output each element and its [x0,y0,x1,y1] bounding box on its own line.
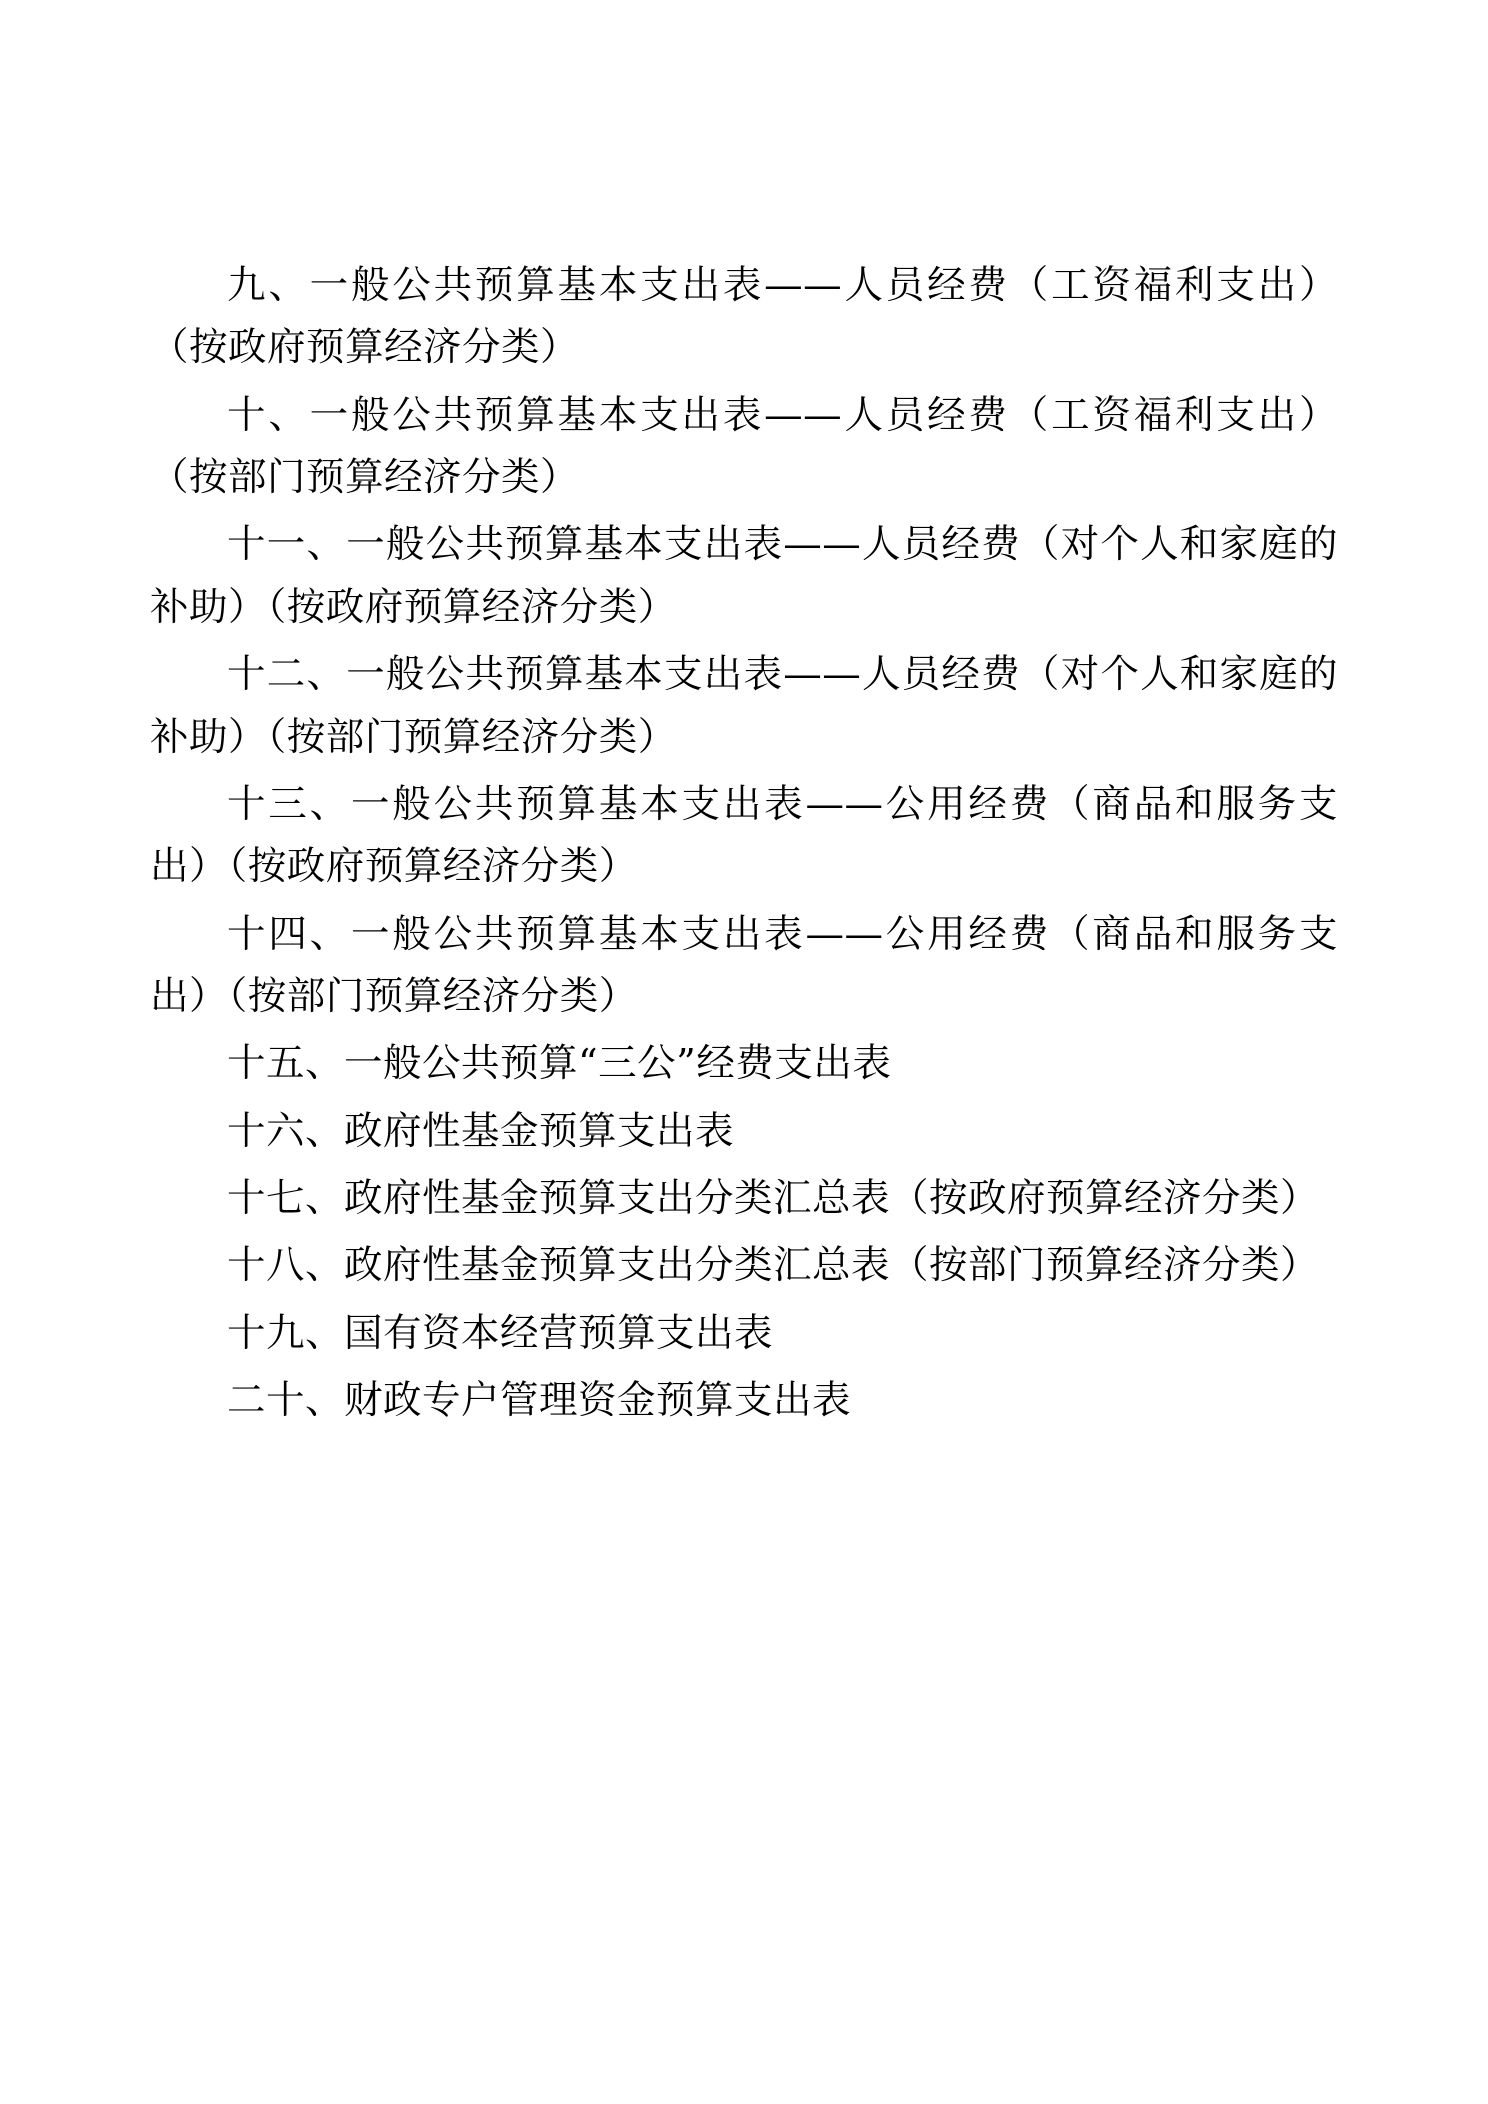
list-item: 九、一般公共预算基本支出表——人员经费（工资福利支出）（按政府预算经济分类） [150,263,1338,371]
list-item: 十二、一般公共预算基本支出表——人员经费（对个人和家庭的补助）（按部门预算经济分类） [150,652,1338,760]
list-item: 十五、一般公共预算“三公”经费支出表 [227,1041,892,1087]
list-item: 十九、国有资本经营预算支出表 [227,1310,774,1356]
list-item: 十六、政府性基金预算支出表 [227,1108,735,1154]
list-item: 十四、一般公共预算基本支出表——公用经费（商品和服务支出）（按部门预算经济分类） [150,911,1338,1019]
list-item: 十、一般公共预算基本支出表——人员经费（工资福利支出）（按部门预算经济分类） [150,392,1338,501]
list-item: 十一、一般公共预算基本支出表——人员经费（对个人和家庭的补助）（按政府预算经济分类） [150,522,1338,630]
list-item: 十三、一般公共预算基本支出表——公用经费（商品和服务支出）（按政府预算经济分类） [150,781,1338,890]
list-item: 十七、政府性基金预算支出分类汇总表（按政府预算经济分类） [227,1176,1320,1222]
list-item: 十八、政府性基金预算支出分类汇总表（按部门预算经济分类） [227,1243,1320,1289]
list-item: 二十、财政专户管理资金预算支出表 [227,1378,852,1424]
document-body [150,255,1338,1432]
